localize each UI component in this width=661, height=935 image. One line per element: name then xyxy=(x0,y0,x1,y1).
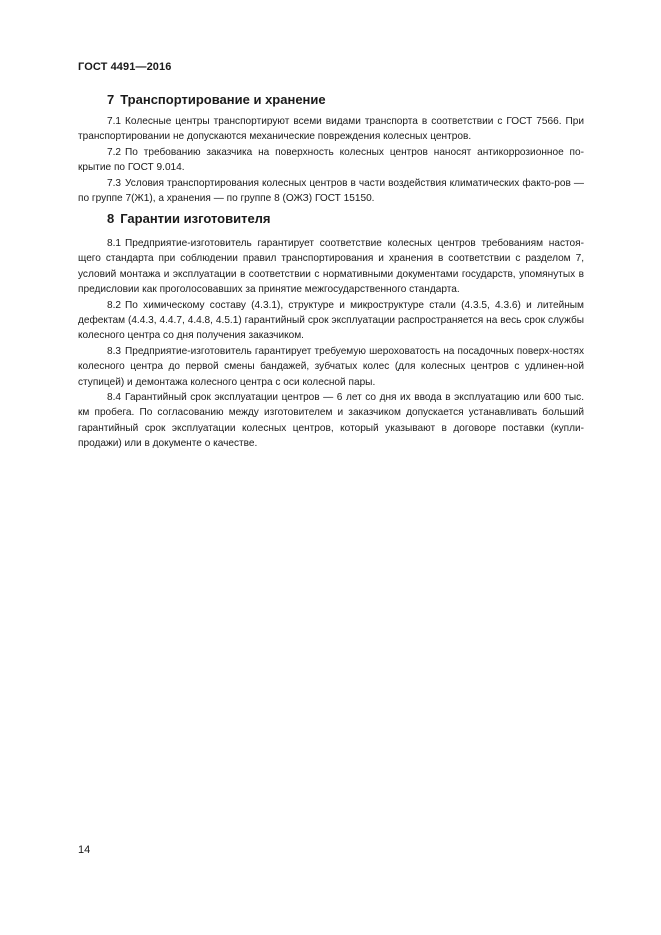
paragraph-8-3 xyxy=(78,344,584,390)
paragraph-number: 8.2 xyxy=(107,299,122,311)
paragraph-text: Предприятие-изготовитель гарантирует соответствие колесных центров требованиям настоя-щего стандарта при соблюдении правил транспортирования и хранения в соответствии с разделом 7, условий монтажа и эксплуатации в соответствии с нормативными документами государств, упомянутых в предисловии как проголосовавших за принятие межгосударственного стандарта. xyxy=(78,238,584,296)
paragraph-number: 8.1 xyxy=(107,238,122,249)
paragraph-number: 7.2 xyxy=(107,146,122,158)
paragraph-text: По химическому составу (4.3.1), структуре и микроструктуре стали (4.3.5, 4.3.6) и литейным дефектам (4.4.3, 4.4.7, 4.4.8, 4.5.1) гарантийный срок эксплуатации распространяется на весь срок службы колесного центра со дня получения заказчиком. xyxy=(78,299,584,342)
section-number: 7 xyxy=(107,92,115,107)
paragraph-7-1 xyxy=(78,114,584,145)
section-number: 8 xyxy=(107,211,115,226)
section-title: Транспортирование и хранение xyxy=(120,92,326,107)
section-7-heading xyxy=(107,92,326,107)
paragraph-text: Условия транспортирования колесных центров в части воздействия климатических факто-ров — по группе 7(Ж1), а хранения — по группе 8 (ОЖЗ) ГОСТ 15150. xyxy=(78,177,584,205)
paragraph-7-2 xyxy=(78,145,584,176)
paragraph-7-3 xyxy=(78,176,584,207)
paragraph-8-4 xyxy=(78,390,584,452)
paragraph-text: Предприятие-изготовитель гарантирует требуемую шероховатость на посадочных поверх-ностях колесного центра до первой смены бандажей, зубчатых колес (для колесных центров с удлинен-ной ступицей) и демонтажа колесного центра с оси колесной пары. xyxy=(78,345,584,388)
paragraph-text: По требованию заказчика на поверхность колесных центров наносят антикоррозионное по-крытие по ГОСТ 9.014. xyxy=(78,146,584,174)
paragraph-text: Колесные центры транспортируют всеми видами транспорта в соответствии с ГОСТ 7566. При транспортировании не допускаются механические повреждения колесных центров. xyxy=(78,116,584,143)
paragraph-number: 7.3 xyxy=(107,177,122,189)
paragraph-8-1 xyxy=(78,236,584,298)
paragraph-number: 7.1 xyxy=(107,116,122,127)
section-8-heading xyxy=(107,211,271,226)
paragraph-8-2 xyxy=(78,298,584,344)
paragraph-number: 8.4 xyxy=(107,392,122,404)
document-header: ГОСТ 4491—2016 xyxy=(78,61,172,73)
section-8-body xyxy=(78,236,584,452)
section-7-body xyxy=(78,114,584,206)
section-title: Гарантии изготовителя xyxy=(120,211,271,226)
paragraph-text: Гарантийный срок эксплуатации центров — 6 лет со дня их ввода в эксплуатацию или 600 тыс. км пробега. По согласованию между изготовителем и заказчиком допускается устанавливать больший гарантийный срок эксплуатации колесных центров, который указывают в договоре поставки (купли-продажи) или в документе о качестве. xyxy=(78,392,584,450)
page-number: 14 xyxy=(78,844,91,856)
paragraph-number: 8.3 xyxy=(107,345,122,357)
